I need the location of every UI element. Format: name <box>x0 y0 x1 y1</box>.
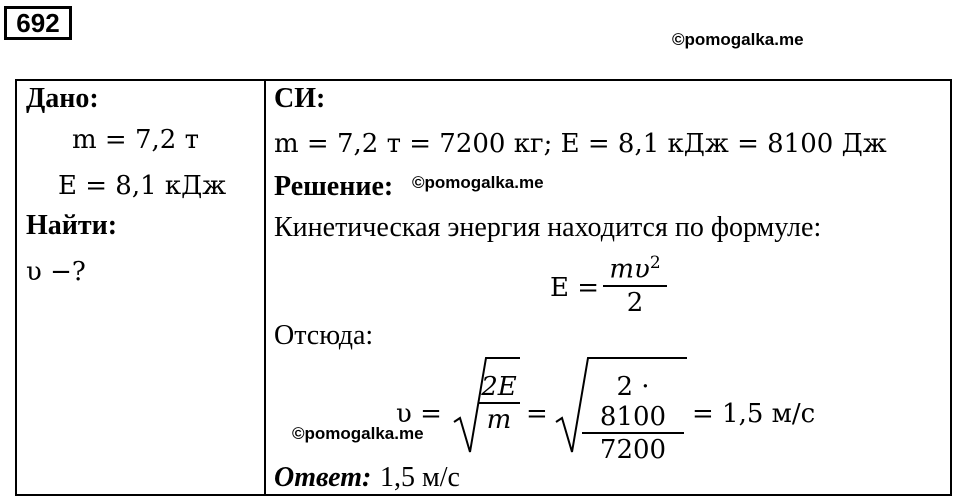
result-eq: = <box>526 399 548 429</box>
result-num-2: 2 · 8100 <box>599 372 667 432</box>
result-fraction-2 <box>582 372 684 466</box>
formula-fraction <box>603 248 667 319</box>
result-rhs: = 1,5 м/с <box>692 399 816 429</box>
si-heading: СИ: <box>274 83 326 114</box>
result-den-1: m <box>486 405 512 435</box>
answer-label: Ответ: <box>274 462 372 493</box>
given-heading: Дано: <box>26 83 99 114</box>
solution-heading: Решение: <box>274 171 394 202</box>
result-fraction-1 <box>478 372 520 436</box>
result-num-1: 2E <box>481 372 517 402</box>
given-mass: m = 7,2 т <box>72 125 199 155</box>
formula-power: 2 <box>649 253 661 273</box>
answer-value: 1,5 м/с <box>380 462 460 493</box>
column-divider <box>264 79 266 496</box>
si-conversion: m = 7,2 т = 7200 кг; E = 8,1 кДж = 8100 Дж <box>274 129 887 159</box>
formula-lhs: E = <box>550 273 600 303</box>
watermark: ©pomogalka.me <box>672 30 804 49</box>
result-lhs: υ = <box>396 399 442 429</box>
problem-number: 692 <box>4 6 72 40</box>
solution-line-1: Кинетическая энергия находится по формуле: <box>274 212 822 243</box>
solution-line-2: Отсюда: <box>274 320 374 351</box>
watermark-3: ©pomogalka.me <box>292 424 424 443</box>
result-den-2: 7200 <box>599 435 667 465</box>
formula-numerator: mυ <box>609 254 650 285</box>
watermark-2: ©pomogalka.me <box>412 173 544 192</box>
find-heading: Найти: <box>26 210 118 241</box>
find-unknown: υ −? <box>26 257 86 287</box>
formula-denominator: 2 <box>626 287 644 318</box>
given-energy: E = 8,1 кДж <box>58 171 227 201</box>
